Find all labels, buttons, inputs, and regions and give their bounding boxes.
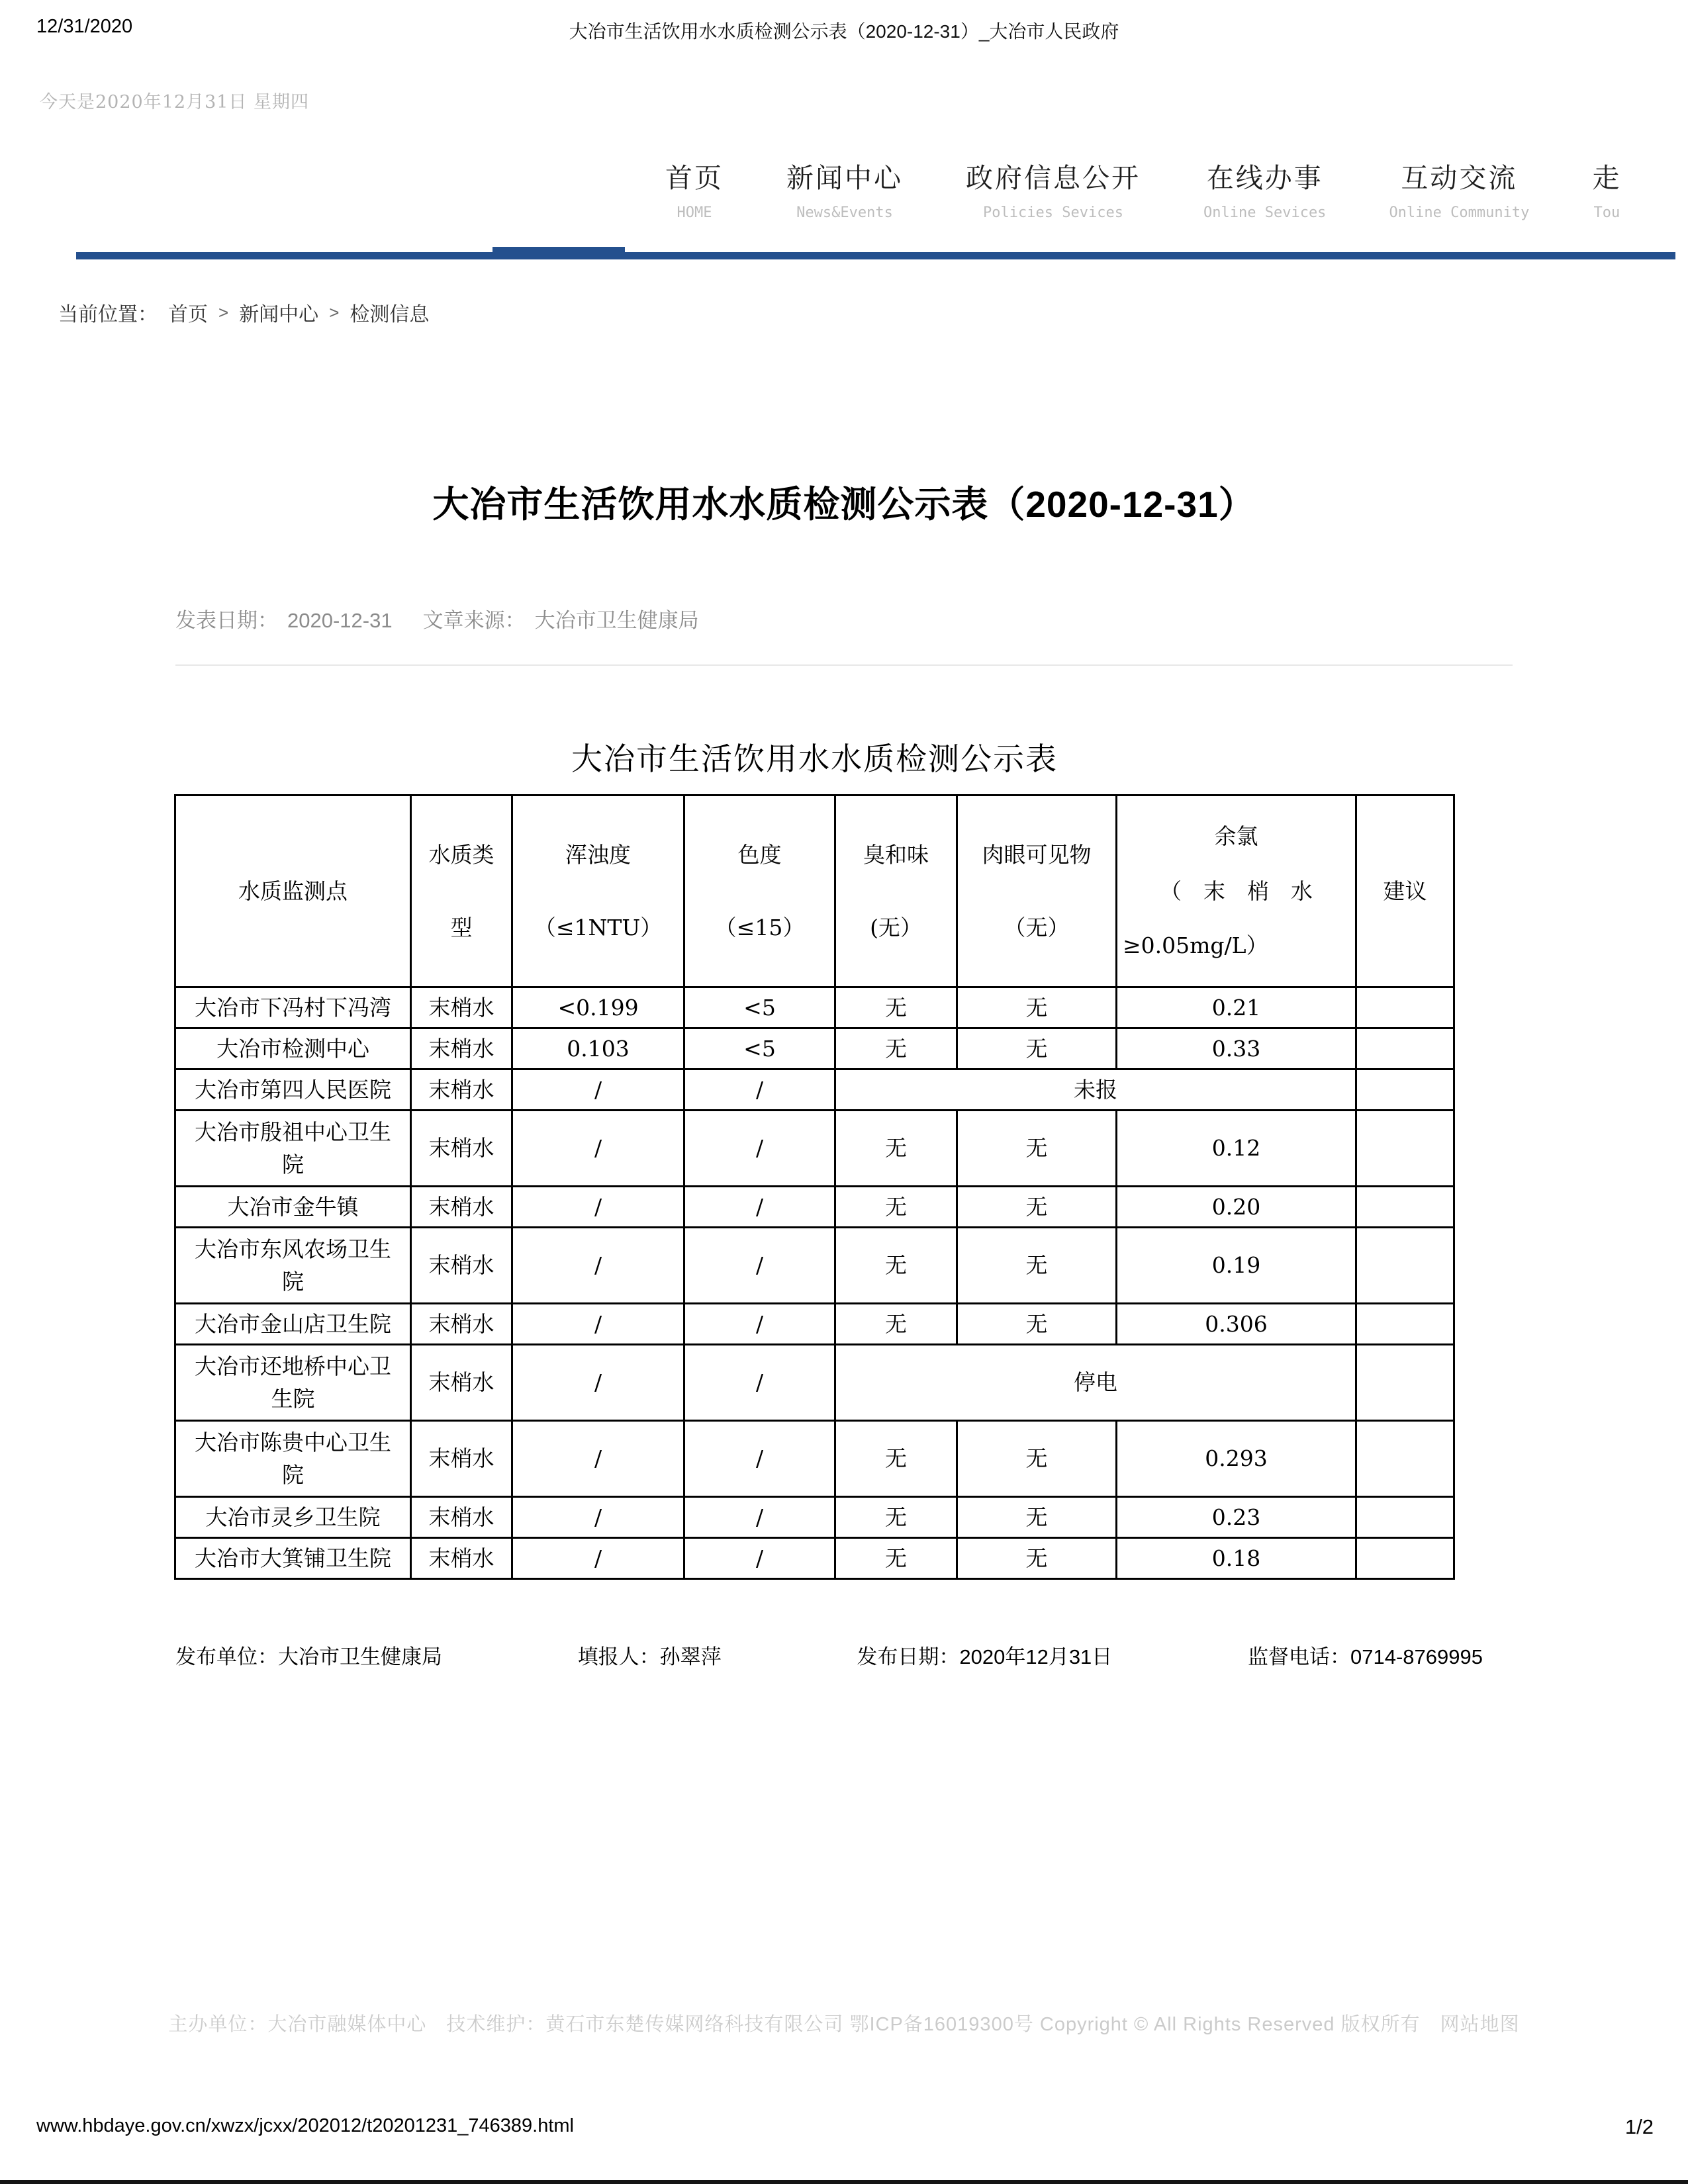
table-cell: / <box>684 1345 835 1421</box>
source-label: 文章来源： <box>422 609 526 632</box>
today-date-line: 今天是2020年12月31日 星期四 <box>40 92 310 113</box>
table-cell: / <box>512 1538 684 1579</box>
header-line: （≤1NTU） <box>534 914 663 940</box>
table-cell: 大冶市陈贵中心卫生院 <box>175 1421 411 1497</box>
table-row <box>175 987 1454 1028</box>
header-line: 浑浊度 <box>565 841 631 868</box>
meta-divider <box>175 664 1513 666</box>
table-row <box>175 1111 1454 1187</box>
table-cell: 大冶市东风农场卫生院 <box>175 1228 411 1304</box>
site-footer-copyright: 主办单位：大冶市融媒体中心 技术维护：黄石市东楚传媒网络科技有限公司 鄂ICP备16019300号 Copyright © All Rights Reserved 版权所有 网站地图 <box>168 2014 1520 2035</box>
water-table-body <box>175 987 1454 1579</box>
report-publisher: 发布单位：大冶市卫生健康局 <box>175 1645 442 1668</box>
breadcrumb-item-home[interactable]: 首页 <box>168 304 208 326</box>
table-cell: 无 <box>957 1111 1117 1187</box>
table-cell: 末梢水 <box>411 1304 512 1345</box>
table-cell: 大冶市第四人民医院 <box>175 1069 411 1111</box>
table-row <box>175 1187 1454 1228</box>
nav-item-interaction[interactable] <box>1389 156 1529 221</box>
table-cell <box>1356 1497 1454 1538</box>
table-cell: 末梢水 <box>411 1538 512 1579</box>
table-cell: / <box>684 1228 835 1304</box>
table-cell: 无 <box>957 1497 1117 1538</box>
breadcrumb-item-news[interactable]: 新闻中心 <box>239 304 319 326</box>
table-cell: / <box>684 1304 835 1345</box>
nav-label: 互动交流 <box>1401 163 1518 193</box>
col-header-water-type <box>411 796 512 987</box>
header-line: 水质监测点 <box>238 878 348 904</box>
table-cell: <5 <box>684 987 835 1028</box>
table-row <box>175 1538 1454 1579</box>
table-cell: / <box>512 1228 684 1304</box>
table-cell: 无 <box>835 1187 957 1228</box>
header-line: ≥0.05mg/L） <box>1123 933 1268 959</box>
water-table-title: 大冶市生活饮用水水质检测公示表 <box>571 741 1058 778</box>
nav-sublabel: HOME <box>677 205 712 221</box>
table-cell: 末梢水 <box>411 987 512 1028</box>
table-cell: 末梢水 <box>411 1111 512 1187</box>
table-row <box>175 1304 1454 1345</box>
nav-item-online-services[interactable] <box>1203 156 1326 221</box>
report-filler: 填报人：孙翠萍 <box>577 1645 722 1668</box>
table-cell <box>1356 1069 1454 1111</box>
table-cell: 无 <box>957 1187 1117 1228</box>
nav-sublabel: Tou <box>1593 205 1620 221</box>
nav-item-gov-info[interactable] <box>966 156 1141 221</box>
table-cell: 无 <box>957 1421 1117 1497</box>
table-row <box>175 1421 1454 1497</box>
report-footer <box>175 1640 1483 1670</box>
nav-label: 新闻中心 <box>786 163 903 193</box>
nav-sublabel: Online Community <box>1389 205 1530 221</box>
table-cell: 大冶市还地桥中心卫生院 <box>175 1345 411 1421</box>
table-cell: 大冶市灵乡卫生院 <box>175 1497 411 1538</box>
breadcrumb-item-inspection[interactable]: 检测信息 <box>350 304 430 326</box>
table-cell: 无 <box>957 1228 1117 1304</box>
header-line: 色度 <box>737 841 782 868</box>
table-cell: 无 <box>957 1304 1117 1345</box>
page-bottom-edge <box>0 2180 1688 2184</box>
table-cell: 末梢水 <box>411 1345 512 1421</box>
table-cell: 无 <box>957 987 1117 1028</box>
source-value: 大冶市卫生健康局 <box>534 609 699 632</box>
table-cell: / <box>684 1497 835 1538</box>
table-row <box>175 1028 1454 1069</box>
table-cell: / <box>512 1304 684 1345</box>
breadcrumb-separator: > <box>218 302 229 322</box>
table-row <box>175 1345 1454 1421</box>
table-cell: 0.103 <box>512 1028 684 1069</box>
table-cell: 0.306 <box>1117 1304 1356 1345</box>
table-cell: 无 <box>835 1497 957 1538</box>
table-cell: 0.19 <box>1117 1228 1356 1304</box>
table-cell: 0.33 <box>1117 1028 1356 1069</box>
table-cell: 0.23 <box>1117 1497 1356 1538</box>
table-cell: 末梢水 <box>411 1497 512 1538</box>
water-quality-table <box>174 794 1455 1580</box>
col-header-chroma <box>684 796 835 987</box>
print-header-date: 12/31/2020 <box>36 16 133 37</box>
col-header-visible-matter <box>957 796 1117 987</box>
nav-item-news[interactable] <box>786 156 903 221</box>
nav-label: 走 <box>1592 163 1622 193</box>
table-cell: 无 <box>957 1028 1117 1069</box>
article-meta <box>175 604 708 633</box>
table-cell: 大冶市殷祖中心卫生院 <box>175 1111 411 1187</box>
nav-label: 在线办事 <box>1206 163 1323 193</box>
table-row <box>175 1228 1454 1304</box>
table-cell <box>1356 1345 1454 1421</box>
nav-underline-bar <box>76 252 1675 259</box>
col-header-turbidity <box>512 796 684 987</box>
header-line: （≤15） <box>714 914 805 940</box>
article-title: 大冶市生活饮用水水质检测公示表（2020-12-31） <box>432 484 1256 525</box>
table-cell: 大冶市金牛镇 <box>175 1187 411 1228</box>
table-cell: 0.293 <box>1117 1421 1356 1497</box>
header-line: (无） <box>870 914 922 940</box>
table-cell: / <box>684 1538 835 1579</box>
table-cell: 无 <box>835 1304 957 1345</box>
table-cell: / <box>512 1497 684 1538</box>
table-cell: 0.21 <box>1117 987 1356 1028</box>
nav-item-home[interactable] <box>665 156 724 221</box>
col-header-odor <box>835 796 957 987</box>
nav-sublabel: Online Sevices <box>1203 205 1327 221</box>
table-cell: 0.18 <box>1117 1538 1356 1579</box>
table-cell: 无 <box>835 1228 957 1304</box>
breadcrumb-separator: > <box>329 302 340 322</box>
table-cell: / <box>512 1345 684 1421</box>
table-cell: 末梢水 <box>411 1421 512 1497</box>
table-cell: / <box>684 1187 835 1228</box>
table-cell <box>1356 1228 1454 1304</box>
table-cell: / <box>512 1069 684 1111</box>
breadcrumb-label: 当前位置： <box>58 304 158 326</box>
table-cell: / <box>684 1421 835 1497</box>
table-cell <box>1356 1421 1454 1497</box>
print-footer-url: www.hbdaye.gov.cn/xwzx/jcxx/202012/t20201231_746389.html <box>36 2115 574 2136</box>
header-line: 水质类 <box>428 841 494 868</box>
table-row <box>175 1497 1454 1538</box>
table-cell: 未报 <box>835 1069 1356 1111</box>
header-line: 肉眼可见物 <box>982 841 1092 868</box>
table-cell <box>1356 987 1454 1028</box>
nav-active-tab-marker <box>492 247 625 259</box>
table-cell <box>1356 1304 1454 1345</box>
nav-label: 首页 <box>665 163 724 193</box>
table-cell: <0.199 <box>512 987 684 1028</box>
print-header-title: 大冶市生活饮用水水质检测公示表（2020-12-31）_大冶市人民政府 <box>569 21 1119 42</box>
table-cell: / <box>512 1421 684 1497</box>
table-cell: 大冶市大箕铺卫生院 <box>175 1538 411 1579</box>
header-line: （ 末 梢 水 <box>1160 878 1313 904</box>
nav-sublabel: Policies Sevices <box>983 205 1123 221</box>
table-cell: 大冶市检测中心 <box>175 1028 411 1069</box>
table-cell: 末梢水 <box>411 1187 512 1228</box>
table-cell <box>1356 1111 1454 1187</box>
table-cell: 无 <box>835 1421 957 1497</box>
table-cell <box>1356 1538 1454 1579</box>
table-cell: 无 <box>957 1538 1117 1579</box>
nav-label: 政府信息公开 <box>966 163 1141 193</box>
report-publish-date: 发布日期：2020年12月31日 <box>857 1645 1113 1668</box>
nav-sublabel: News&Events <box>796 205 893 221</box>
col-header-suggestion <box>1356 796 1454 987</box>
table-cell: / <box>684 1069 835 1111</box>
table-cell: 无 <box>835 987 957 1028</box>
table-row <box>175 1069 1454 1111</box>
table-cell: 无 <box>835 1538 957 1579</box>
publish-date-label: 发表日期： <box>175 609 278 632</box>
publish-date-value: 2020-12-31 <box>287 609 393 632</box>
col-header-residual-chlorine <box>1117 796 1356 987</box>
breadcrumb <box>58 298 429 327</box>
table-cell <box>1356 1187 1454 1228</box>
header-line: 型 <box>450 914 473 940</box>
table-header-row <box>175 796 1454 987</box>
table-cell: 0.20 <box>1117 1187 1356 1228</box>
table-cell: / <box>512 1187 684 1228</box>
main-navigation <box>665 156 1688 221</box>
table-cell: 末梢水 <box>411 1228 512 1304</box>
table-cell: 无 <box>835 1028 957 1069</box>
table-cell: 末梢水 <box>411 1069 512 1111</box>
report-supervision-phone: 监督电话：0714-8769995 <box>1248 1645 1483 1668</box>
nav-item-tour[interactable] <box>1592 156 1621 221</box>
table-cell: 无 <box>835 1111 957 1187</box>
header-line: 建议 <box>1383 878 1427 904</box>
table-cell: 末梢水 <box>411 1028 512 1069</box>
print-footer-page-number: 1/2 <box>1624 2115 1654 2138</box>
table-cell: / <box>684 1111 835 1187</box>
header-line: 臭和味 <box>863 841 929 868</box>
table-cell: 大冶市金山店卫生院 <box>175 1304 411 1345</box>
header-line: 余氯 <box>1214 823 1258 850</box>
table-cell <box>1356 1028 1454 1069</box>
table-cell: / <box>512 1111 684 1187</box>
header-line: （无） <box>1004 914 1070 940</box>
table-cell: 0.12 <box>1117 1111 1356 1187</box>
table-cell: 大冶市下冯村下冯湾 <box>175 987 411 1028</box>
table-cell: <5 <box>684 1028 835 1069</box>
table-cell: 停电 <box>835 1345 1356 1421</box>
col-header-monitor-point <box>175 796 411 987</box>
